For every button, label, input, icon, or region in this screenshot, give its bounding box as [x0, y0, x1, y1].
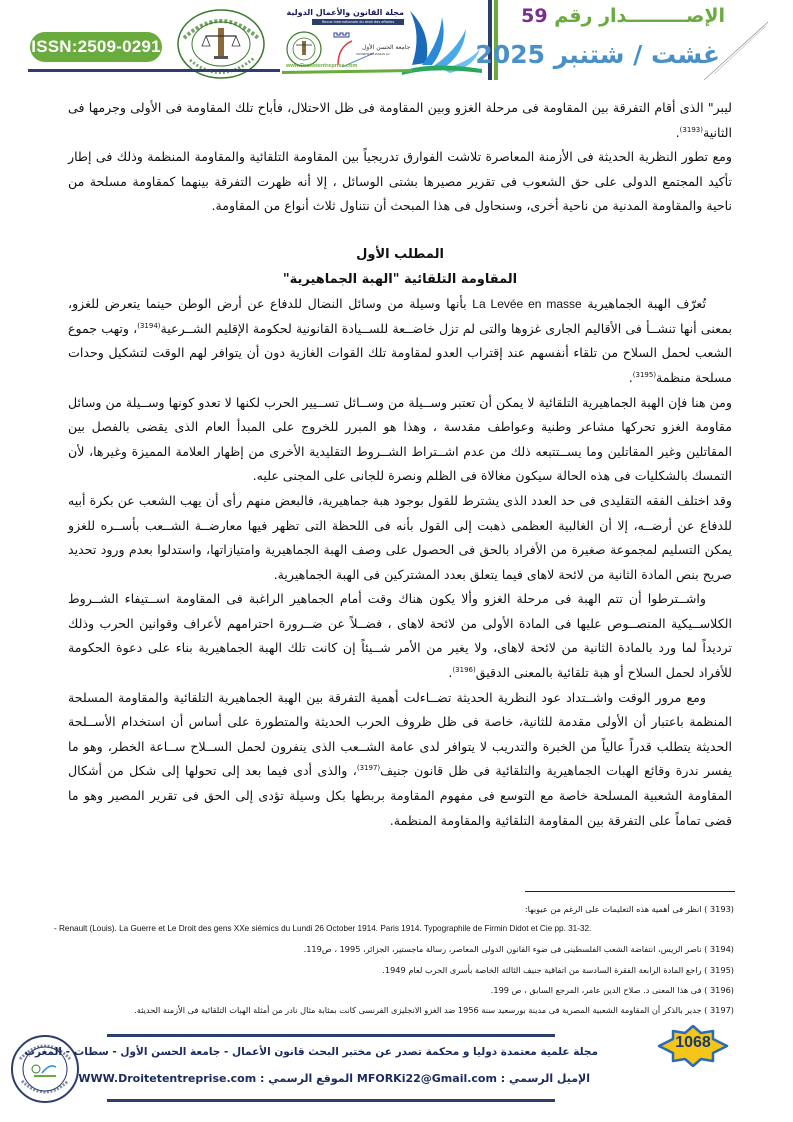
paragraph-6: واشــترطوا أن تتم الهبة فى مرحلة الغزو وألا يكون هناك وقت أمام الجماهير الراغبة فى المقاومة اســتيفاء الشــروط الكلاســيكية المنصــوص عليها فى المادة الأولى من لائحة لاهاى ، فضــلاً عن ضــرورة احترامهم لأعراف وقوانين الحرب وذلك ترديداً لما ورد بالمادة الثانية من لائحة لاهاى، ولا يغير من الأمر شــيئاً إن كانت تلك الهبة الجماهيرية بناء على دعوة الحكومة للأفراد لحمل السلاح أو هبة تلقائية بالمعنى الدقيق$^{(3196)}$.	[68, 591, 732, 681]
paragraph-2: ومع تطور النظرية الحديثة فى الأزمنة المعاصرة تلاشت الفوارق تدريجياً بين المقاومة التلقائية والمقاومة المنظمة وذلك فى إطار تأكيد المجتمع الدولى على حق الشعوب فى تقرير مصيرها بشتى الوسائل ، إلا أنه ظهرت التفرقة بينهما كمقاومة مسلحة من ناحية والمقاومة المدنية من ناحية أخرى، وسنحاول فى هذا المبحث أن نتناول ثلاث أنواع من المقاومة.	[68, 149, 732, 214]
issue-date: غشت / شتنبر 2025	[475, 40, 720, 69]
paragraph-1: ليبر" الذى أقام التفرقة بين المقاومة فى مرحلة الغزو وبين المقاومة فى ظل الاحتلال، فأباح تلك المقاومة فى الأولى وجرمها فى الثانية$^{(3193)}$.	[68, 100, 732, 140]
section-title: المطلب الأول	[356, 246, 444, 262]
footnotes	[54, 899, 734, 1020]
email-link[interactable]: MFORKi22@Gmail.com	[356, 1072, 497, 1085]
footnote-3193: (3193 ) انظر فى أهمية هذه التعليمات على الرغم من عيوبها:	[524, 904, 734, 914]
paragraph-7: ومع مرور الوقت واشــتداد عود النظرية الحديثة تضــاءلت أهمية التفرقة بين الهبة الجماهيرية التلقائية والمقاومة المسلحة المنظمة باعتبار أن الأولى مقدمة للثانية، خاصة فى ظل ظروف الحرب الحديثة والمتطورة على أساس أن استخدام الأســلحة الحديثة يتطلب قدراً عالياً من الخبرة والتدريب لا يتوافر لدى عامة الشــعب الذى ينفرون لحمل الســلاح ســاعة الخطر، وهو ما يفسر ندرة وقائع الهبات الجماهيرية والتلقائية فى ظل قانون جنيف$^{(3197)}$، والذى أدى فيما بعد إلى تحولها إلى شكل من أشكال المقاومة الشعبية المسلحة خاصة مع التوسع فى مفهوم المقاومة بربطها بكل وسيلة تؤدى إلى الحق فى تقرير المصير وهو ما قضى تماماً على التفرقة بين المقاومة التلقائية والمقاومة المنظمة.	[68, 689, 732, 828]
page-number: 1068	[675, 1034, 711, 1051]
decorative-diagonal-lines	[700, 20, 770, 82]
journal-url: www.Droitetentreprise.com	[286, 63, 358, 69]
footer-contact	[78, 1072, 590, 1085]
site-label: الموقع الرسمي :	[260, 1072, 354, 1085]
paragraph-3: تُعرّف الهبة الجماهيرية La Levée en masse بأنها وسيلة من وسائل النضال للدفاع عن أرض الوطن حينما يتعرض للغزو، بمعنى أنها تنشــأ فى الأقاليم الجارى غزوها والتى لم تزل خاضــعة للســيادة القانونية لحكومة الإقليم الشــرعية$^{(3194)}$، وتهب جموع الشعب لحمل السلاح من تلقاء أنفسهم عند إقتراب العدو لمقاومة تلك القوات الغازية دون أن يتوافر لهم الوقت لتشكيل وحدات مسلحة منظمة$^{(3195)}$.	[68, 296, 732, 385]
issn-badge: ISSN:2509-0291	[30, 32, 162, 62]
paragraph-5: وقد اختلف الفقه التقليدى فى حد العدد الذى يشترط للقول بوجود هبة جماهيرية، فالبعض منهم رأى أن يهب الشعب عن بكرة أبيه للدفاع عن أرضــه، إلا أن الغالبية العظمى ذهبت إلى القول بأنه فى اللحظة التى تظهر فيها معارضــة الشــعب بأســره للغزو يمكن التسليم لمجموعة صغيرة من الأفراد بالحق فى الحصول على وصف الهبة الجماهيرية وامتيازاتها، واستدلوا بعدم ورود تحديد صريح بنص المادة الثانية من لائحة لاهاى فيما يتعلق بعدد المشتركين فى الهبة الجماهيرية.	[68, 492, 732, 582]
article-body	[68, 96, 732, 833]
footnote-3194: (3194 ) ناصر الريس، انتفاضة الشعب الفلسطينى فى ضوء القانون الدولى المعاصر، رسالة ماجستير، الجزائر، 1995 ، ص119.	[303, 944, 734, 955]
journal-subtitle: Revue internationale du droit des affaires	[312, 19, 404, 25]
header-rule	[28, 69, 280, 72]
latin-term: La Levée en masse	[472, 297, 582, 312]
footnote-3196: (3196 ) فى هذا المعنى د. صلاح الدين عامر، المرجع السابق ، ص 199.	[490, 984, 734, 995]
page-header	[0, 0, 793, 88]
footnote-ref-3195[interactable]: (3195)	[632, 370, 657, 379]
section-subtitle: المقاومة التلقائية "الهبة الجماهيرية"	[282, 271, 518, 287]
footnote-ref-3194[interactable]: (3194)	[137, 321, 161, 330]
footnote-ref-3196[interactable]: (3196)	[452, 665, 476, 674]
footer-journal-description: مجلة علمية معتمدة دوليا و محكمة تصدر عن مختبر البحث قانون الأعمال - جامعة الحسن الأول - سطات - المغرب	[24, 1046, 598, 1058]
website-link[interactable]: WWW.Droitetentreprise.com	[78, 1072, 257, 1085]
svg-text:UNIVERSITE HASSAN 1er: UNIVERSITE HASSAN 1er	[356, 52, 390, 56]
university-name: جامعة الحسن الأول	[362, 44, 411, 51]
footer-rule-bottom	[107, 1099, 555, 1102]
issue-label-text: الإصـــــــــدار رقم	[554, 5, 725, 27]
footnote-3193-reference: - Renault (Louis). La Guerre et Le Droit des gens XXe siémics du Lundi 26 October 1914. Paris 1914. Typographile de Firmin Didot et Cie pp. 31-32.	[54, 924, 592, 934]
footnote-3195: (3195 ) راجع المادة الرابعة الفقرة السادسة من اتفاقية جنيف الثالثة الخاصة بأسرى الحرب لعام 1949.	[382, 964, 734, 975]
editor-seal-icon	[10, 1033, 80, 1105]
footnote-separator	[525, 891, 735, 892]
footer-rule-top	[107, 1034, 555, 1037]
issue-label	[505, 5, 725, 27]
footnote-3197: (3197 ) جدير بالذكر أن المقاومة الشعبية المصرية فى مدينة بورسعيد سنة 1956 ضد الغزو الانجليزى الفرنسى كانت بمثابة مثال نادر من أمثلة الهبات التلقائية فى الأزمنة الحديثة.	[134, 1005, 734, 1016]
email-label: الإميل الرسمي :	[500, 1072, 590, 1085]
spacer	[68, 219, 732, 243]
footnote-ref-3193[interactable]: (3193)	[679, 125, 703, 134]
journal-name: مجلة القانون والأعمال الدولية	[286, 8, 404, 17]
paragraph-4: ومن هنا فإن الهبة الجماهيرية التلقائية لا يمكن أن تعتبر وســيلة من وســائل تســيير الحرب لكنها لا تعدو كونها وســيلة من وسائل مقاومة الغزو تحركها مشاعر وطنية وعواطف مقدسة ، وهذا هو المبرر للخروج على المبدأ العام الذى يقضى بالفصل بين المقاتلين وغير المقاتلين وما يســتتبعه ذلك من عدم اشــتراط الشــروط التقليدية الأخرى من إظهار العلامة المميزة وغيرها، لأن التمسك بالشكليات فى هذه الحالة سيكون مغالاة فى الظلم ونصرة للجانى على المجنى عليه.	[68, 394, 732, 484]
issue-number: 59	[521, 5, 548, 27]
footnote-ref-3197[interactable]: (3197)	[356, 764, 381, 773]
